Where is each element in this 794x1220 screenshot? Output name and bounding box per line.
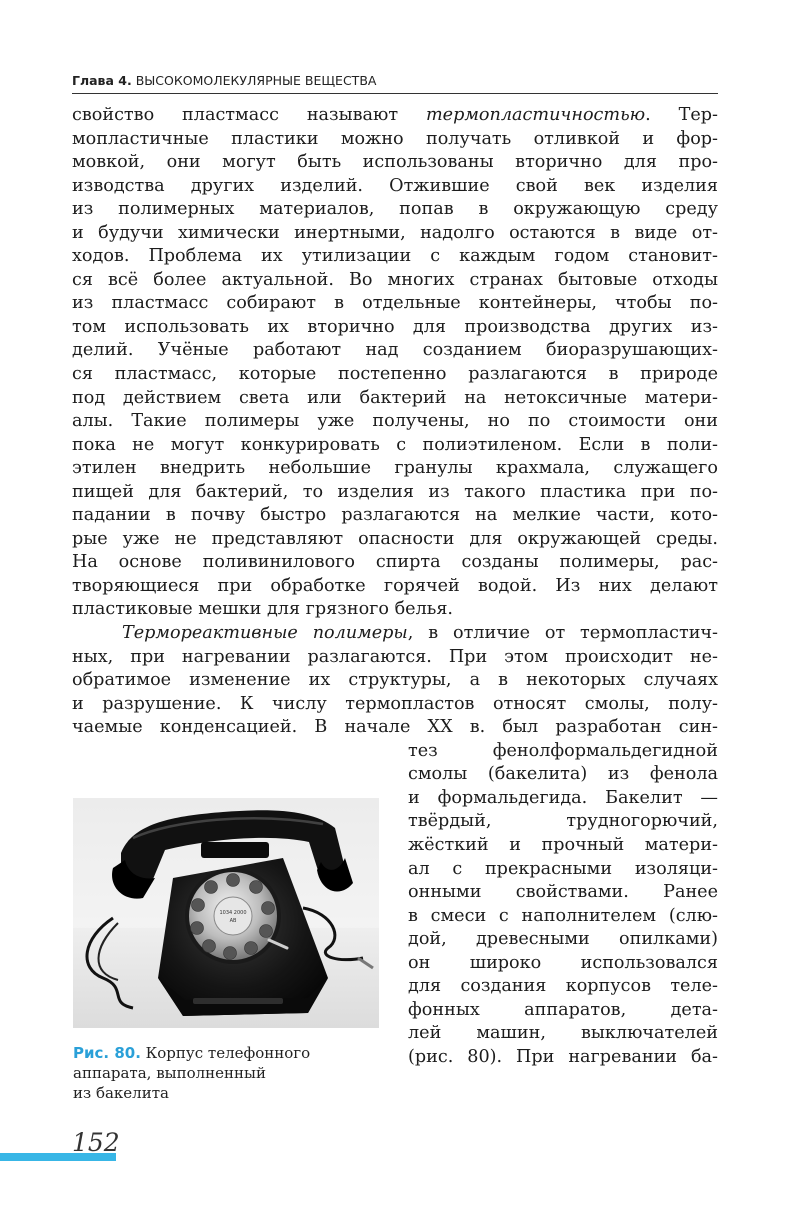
- text-line: чаемые конденсацией. В начале XX в. был разработан син-: [72, 717, 718, 738]
- bakelite-telephone-image: [73, 798, 379, 1028]
- text-line: [72, 104, 718, 128]
- text-fragment: , в отличие от термопластич-: [407, 623, 718, 644]
- text-line: и будучи химически инертными, надолго остаются в виде от-: [72, 222, 718, 243]
- chapter-number: Глава 4.: [72, 73, 132, 88]
- text-line: этилен внедрить небольшие гранулы крахмала, служащего: [72, 458, 718, 479]
- text-line: фонных аппаратов, дета-: [408, 999, 718, 1020]
- text-line: и формальдегида. Бакелит —: [408, 787, 718, 808]
- text-line: (рис. 80). При нагревании ба-: [408, 1046, 718, 1067]
- text-line: жёсткий и прочный матери-: [408, 834, 718, 855]
- text-line: для создания корпусов теле-: [408, 976, 718, 997]
- italic-term: Термореактивные полимеры: [122, 623, 408, 644]
- chapter-title: ВЫСОКОМОЛЕКУЛЯРНЫЕ ВЕЩЕСТВА: [135, 73, 377, 88]
- text-line: тез фенолформальдегидной: [408, 740, 718, 761]
- caption-line-1: Корпус телефонного: [145, 1044, 311, 1062]
- text-line: онными свойствами. Ранее: [408, 882, 718, 903]
- caption-line-3: из бакелита: [73, 1084, 169, 1102]
- text-fragment: . Тер-: [645, 105, 719, 125]
- text-line: том использовать их вторично для производства других из-: [72, 316, 718, 337]
- dial-label-number: 1034 2000: [219, 910, 247, 916]
- text-line: смолы (бакелита) из фенола: [408, 764, 718, 785]
- telephone-photo: [73, 798, 379, 1028]
- dial-label-letters: AB: [229, 918, 237, 924]
- text-line: делий. Учёные работают над созданием биоразрушающих-: [72, 340, 718, 361]
- text-line: дой, древесными опилками): [408, 929, 718, 950]
- text-line: [72, 622, 718, 646]
- text-line: в смеси с наполнителем (слю-: [408, 905, 718, 926]
- italic-term: термопластичностью: [425, 105, 646, 125]
- text-line: творяющиеся при обработке горячей водой. Из них делают: [72, 575, 718, 596]
- text-line: он широко использовался: [408, 952, 718, 973]
- text-line: ходов. Проблема их утилизации с каждым годом становит-: [72, 246, 718, 267]
- text-line: пока не могут конкурировать с полиэтиленом. Если в поли-: [72, 434, 718, 455]
- text-line: падании в почву быстро разлагаются на мелкие части, кото-: [72, 505, 718, 526]
- text-line: из полимерных материалов, попав в окружающую среду: [72, 199, 718, 220]
- text-line: алы. Такие полимеры уже получены, но по стоимости они: [72, 411, 718, 432]
- text-line: мопластичные пластики можно получать отливкой и фор-: [72, 128, 718, 149]
- text-line: ся пластмасс, которые постепенно разлагаются в природе: [72, 364, 718, 385]
- text-line: ал с прекрасными изоляци-: [408, 858, 718, 879]
- text-fragment: свойство пластмасс называют: [72, 105, 426, 125]
- text-line: На основе поливинилового спирта созданы полимеры, рас-: [72, 552, 718, 573]
- text-line: пищей для бактерий, то изделия из такого пластика при по-: [72, 481, 718, 502]
- paragraph-1: [72, 104, 718, 622]
- figure-caption: [73, 1043, 373, 1103]
- text-line: ся всё более актуальной. Во многих странах бытовые отходы: [72, 269, 718, 290]
- text-line: изводства других изделий. Отжившие свой век изделия: [72, 175, 718, 196]
- text-line: твёрдый, трудногорючий,: [408, 811, 718, 832]
- text-line: из пластмасс собирают в отдельные контейнеры, чтобы по-: [72, 293, 718, 314]
- text-line: пластиковые мешки для грязного белья.: [72, 599, 454, 620]
- text-line: обратимое изменение их структуры, а в некоторых случаях: [72, 670, 718, 691]
- figure-label: Рис. 80.: [73, 1044, 141, 1062]
- text-line: ных, при нагревании разлагаются. При этом происходит не-: [72, 646, 718, 667]
- running-header: [72, 73, 718, 94]
- text-line: рые уже не представляют опасности для окружающей среды.: [72, 528, 718, 549]
- caption-line-2: аппарата, выполненный: [73, 1064, 266, 1082]
- text-line: под действием света или бактерий на нетоксичные матери-: [72, 387, 718, 408]
- text-line: мовкой, они могут быть использованы вторично для про-: [72, 152, 718, 173]
- text-line: и разрушение. К числу термопластов относят смолы, полу-: [72, 693, 718, 714]
- text-line: лей машин, выключателей: [408, 1023, 718, 1044]
- page-number: 152: [72, 1128, 120, 1157]
